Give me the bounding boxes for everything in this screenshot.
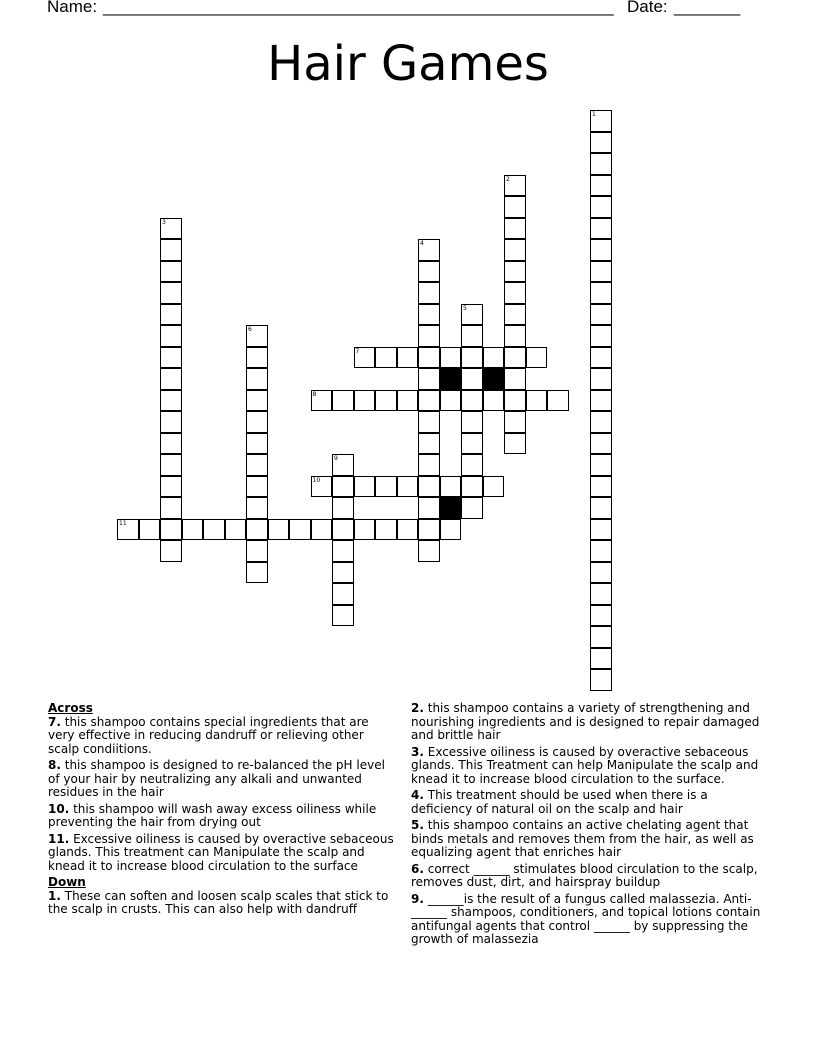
- clue-item: [48, 890, 398, 917]
- crossword-cell[interactable]: [225, 519, 247, 541]
- crossword-cell[interactable]: [160, 239, 182, 261]
- clue-item: [48, 803, 398, 830]
- crossword-cell[interactable]: [332, 519, 354, 541]
- cell-number: 11: [119, 519, 127, 527]
- crossword-cell[interactable]: [246, 411, 268, 433]
- crossword-cell[interactable]: [590, 261, 612, 283]
- crossword-cell[interactable]: [160, 325, 182, 347]
- crossword-cell[interactable]: [504, 304, 526, 326]
- crossword-cell[interactable]: [590, 583, 612, 605]
- crossword-cell[interactable]: [418, 347, 440, 369]
- crossword-cell[interactable]: [504, 196, 526, 218]
- crossword-cell[interactable]: [526, 347, 548, 369]
- crossword-cell[interactable]: [160, 433, 182, 455]
- crossword-cell[interactable]: [246, 476, 268, 498]
- crossword-cell[interactable]: [418, 519, 440, 541]
- crossword-cell[interactable]: [160, 454, 182, 476]
- crossword-cell[interactable]: [332, 390, 354, 412]
- clue-item: [48, 759, 398, 800]
- clue-text: Excessive oiliness is caused by overactive sebaceous glands. This treatment can Manipulate the scalp and knead it to increase blood circulation to the surface: [48, 831, 394, 873]
- clue-text: This treatment should be used when there is a deficiency of natural oil on the scalp and hair: [411, 788, 708, 816]
- crossword-cell[interactable]: [397, 390, 419, 412]
- across-heading: Across: [48, 701, 93, 715]
- crossword-cell[interactable]: [590, 519, 612, 541]
- clue-text: Excessive oiliness is caused by overactive sebaceous glands. This Treatment can help Manipulate the scalp and knead it to increase blood circulation to the surface.: [411, 744, 759, 786]
- black-square: [483, 368, 505, 390]
- crossword-cell[interactable]: [440, 390, 462, 412]
- crossword-cell[interactable]: [590, 239, 612, 261]
- cell-number: 6: [248, 326, 252, 333]
- crossword-cell[interactable]: [311, 390, 333, 412]
- crossword-cell[interactable]: [332, 476, 354, 498]
- crossword-cell[interactable]: [160, 261, 182, 283]
- cell-number: 10: [312, 476, 321, 484]
- crossword-cell[interactable]: [375, 347, 397, 369]
- crossword-cell[interactable]: [332, 497, 354, 519]
- crossword-cell[interactable]: [590, 218, 612, 240]
- crossword-cell[interactable]: [311, 519, 333, 541]
- clue-text: this shampoo will wash away excess oiliness while preventing the hair from drying out: [48, 801, 377, 829]
- name-label: Name:: [47, 0, 98, 16]
- crossword-cell[interactable]: [397, 347, 419, 369]
- black-square: [440, 368, 462, 390]
- crossword-cell[interactable]: [246, 390, 268, 412]
- black-square: [440, 497, 462, 519]
- crossword-cell[interactable]: [461, 411, 483, 433]
- crossword-cell[interactable]: [418, 497, 440, 519]
- clue-number: 5.: [411, 818, 424, 832]
- crossword-cell[interactable]: [203, 519, 225, 541]
- crossword-cell[interactable]: [354, 519, 376, 541]
- crossword-cell[interactable]: [461, 454, 483, 476]
- crossword-cell[interactable]: [397, 476, 419, 498]
- crossword-cell[interactable]: [504, 239, 526, 261]
- clue-number: 3.: [411, 744, 424, 759]
- crossword-cell[interactable]: [418, 390, 440, 412]
- crossword-cell[interactable]: [332, 454, 354, 476]
- crossword-cell[interactable]: [461, 347, 483, 369]
- crossword-cell[interactable]: [483, 390, 505, 412]
- clue-item: [411, 863, 771, 890]
- crossword-cell[interactable]: [246, 454, 268, 476]
- crossword-cell[interactable]: [160, 218, 182, 240]
- crossword-cell[interactable]: [160, 540, 182, 562]
- date-field[interactable]: _______: [674, 0, 741, 16]
- crossword-cell[interactable]: [418, 433, 440, 455]
- crossword-cell[interactable]: [418, 454, 440, 476]
- cell-number: 7: [355, 347, 360, 355]
- crossword-cell[interactable]: [483, 347, 505, 369]
- crossword-cell[interactable]: [590, 562, 612, 584]
- crossword-cell[interactable]: [160, 282, 182, 304]
- crossword-cell[interactable]: [246, 347, 268, 369]
- crossword-cell[interactable]: [504, 411, 526, 433]
- crossword-cell[interactable]: [246, 368, 268, 390]
- crossword-cell[interactable]: [117, 519, 139, 541]
- crossword-cell[interactable]: [590, 110, 612, 132]
- crossword-cell[interactable]: [440, 347, 462, 369]
- crossword-cell[interactable]: [375, 519, 397, 541]
- clues-right-column: [411, 702, 771, 950]
- crossword-cell[interactable]: [547, 390, 569, 412]
- crossword-cell[interactable]: [246, 497, 268, 519]
- cell-number: 4: [420, 240, 424, 247]
- crossword-cell[interactable]: [332, 605, 354, 627]
- clue-item: [411, 702, 771, 743]
- clue-item: [411, 893, 771, 947]
- crossword-cell[interactable]: [418, 325, 440, 347]
- crossword-cell[interactable]: [418, 239, 440, 261]
- clue-number: 4.: [411, 788, 424, 802]
- crossword-cell[interactable]: [590, 132, 612, 154]
- crossword-cell[interactable]: [504, 325, 526, 347]
- crossword-cell[interactable]: [461, 304, 483, 326]
- crossword-cell[interactable]: [483, 476, 505, 498]
- crossword-cell[interactable]: [268, 519, 290, 541]
- crossword-cell[interactable]: [461, 433, 483, 455]
- crossword-cell[interactable]: [246, 562, 268, 584]
- crossword-cell[interactable]: [332, 583, 354, 605]
- crossword-cell[interactable]: [590, 605, 612, 627]
- crossword-cell[interactable]: [418, 304, 440, 326]
- crossword-cell[interactable]: [590, 476, 612, 498]
- clue-text: this shampoo contains special ingredients that are very effective in reducing dandruff or relieving other scalp condiitions.: [48, 714, 369, 756]
- crossword-cell[interactable]: [418, 476, 440, 498]
- crossword-cell[interactable]: [504, 282, 526, 304]
- clue-number: 11.: [48, 831, 70, 846]
- crossword-cell[interactable]: [354, 347, 376, 369]
- crossword-cell[interactable]: [139, 519, 161, 541]
- clue-number: 10.: [48, 801, 70, 816]
- clue-number: 2.: [411, 701, 424, 715]
- down-clue-list-continued: [411, 702, 771, 947]
- clue-text: this shampoo is designed to re-balanced the pH level of your hair by neutralizing any alkali and unwanted residues in the hair: [48, 758, 385, 799]
- crossword-cell[interactable]: [397, 519, 419, 541]
- clue-item: [48, 716, 398, 757]
- clue-number: 1.: [48, 888, 61, 903]
- crossword-cell[interactable]: [418, 282, 440, 304]
- crossword-cell[interactable]: [526, 390, 548, 412]
- crossword-cell[interactable]: [160, 390, 182, 412]
- crossword-cell[interactable]: [440, 476, 462, 498]
- crossword-cell[interactable]: [590, 497, 612, 519]
- crossword-cell[interactable]: [160, 476, 182, 498]
- crossword-cell[interactable]: [590, 433, 612, 455]
- down-clue-list: [48, 890, 398, 917]
- clue-text: this shampoo contains an active chelating agent that binds metals and removes them from the hair, as well as equalizing agent that enriches hair: [411, 818, 754, 859]
- clue-text: this shampoo contains a variety of strengthening and nourishing ingredients and is designed to repair damaged and brittle hair: [411, 701, 760, 742]
- crossword-cell[interactable]: [246, 433, 268, 455]
- crossword-cell[interactable]: [246, 325, 268, 347]
- crossword-cell[interactable]: [289, 519, 311, 541]
- crossword-cell[interactable]: [311, 476, 333, 498]
- clue-text: These can soften and loosen scalp scales that stick to the scalp in crusts. This can also help with dandruff: [48, 888, 389, 916]
- crossword-cell[interactable]: [590, 411, 612, 433]
- crossword-cell[interactable]: [246, 519, 268, 541]
- crossword-cell[interactable]: [504, 368, 526, 390]
- crossword-cell[interactable]: [504, 175, 526, 197]
- clue-text: ______is the result of a fungus called malassezia. Anti-______ shampoos, conditioners, and topical lotions contain antifungal agents that control ______ by suppressing the growth of malassezia: [411, 891, 761, 946]
- crossword-cell[interactable]: [590, 325, 612, 347]
- crossword-cell[interactable]: [461, 497, 483, 519]
- crossword-cell[interactable]: [160, 519, 182, 541]
- clue-text: correct ______ stimulates blood circulation to the scalp, removes dust, dirt, and hairspray buildup: [411, 861, 758, 889]
- crossword-cell[interactable]: [504, 218, 526, 240]
- crossword-cell[interactable]: [160, 411, 182, 433]
- crossword-cell[interactable]: [590, 153, 612, 175]
- cell-number: 1: [592, 111, 596, 118]
- cell-number: 3: [162, 218, 166, 226]
- crossword-cell[interactable]: [246, 540, 268, 562]
- crossword-cell[interactable]: [418, 261, 440, 283]
- clue-number: 7.: [48, 714, 61, 729]
- crossword-cell[interactable]: [160, 368, 182, 390]
- crossword-cell[interactable]: [418, 368, 440, 390]
- crossword-cell[interactable]: [590, 196, 612, 218]
- page-title: Hair Games: [267, 36, 549, 92]
- clue-number: 6.: [411, 861, 424, 876]
- crossword-cell[interactable]: [590, 175, 612, 197]
- crossword-cell[interactable]: [504, 390, 526, 412]
- crossword-cell[interactable]: [590, 669, 612, 691]
- crossword-cell[interactable]: [590, 347, 612, 369]
- crossword-cell[interactable]: [590, 304, 612, 326]
- cell-number: 2: [506, 175, 510, 183]
- crossword-cell[interactable]: [160, 347, 182, 369]
- crossword-cell[interactable]: [354, 476, 376, 498]
- crossword-cell[interactable]: [590, 390, 612, 412]
- crossword-cell[interactable]: [590, 626, 612, 648]
- clue-number: 8.: [48, 758, 61, 772]
- clue-item: [48, 833, 398, 874]
- crossword-cell[interactable]: [590, 540, 612, 562]
- crossword-cell[interactable]: [375, 476, 397, 498]
- crossword-cell[interactable]: [354, 390, 376, 412]
- cell-number: 5: [463, 304, 467, 312]
- clue-item: [411, 819, 771, 860]
- crossword-cell[interactable]: [375, 390, 397, 412]
- crossword-cell[interactable]: [332, 562, 354, 584]
- date-label: Date:: [627, 0, 668, 16]
- name-field[interactable]: ______________________________________________________: [103, 0, 614, 16]
- crossword-cell[interactable]: [332, 540, 354, 562]
- crossword-cell[interactable]: [182, 519, 204, 541]
- cell-number: 8: [312, 390, 317, 398]
- down-heading: Down: [48, 875, 86, 889]
- crossword-cell[interactable]: [461, 476, 483, 498]
- crossword-cell[interactable]: [418, 540, 440, 562]
- across-clue-list: [48, 716, 398, 874]
- crossword-cell[interactable]: [504, 433, 526, 455]
- crossword-cell[interactable]: [504, 347, 526, 369]
- crossword-cell[interactable]: [590, 282, 612, 304]
- crossword-cell[interactable]: [461, 325, 483, 347]
- crossword-cell[interactable]: [160, 304, 182, 326]
- crossword-cell[interactable]: [590, 454, 612, 476]
- clue-item: [411, 746, 771, 787]
- crossword-cell[interactable]: [590, 368, 612, 390]
- cell-number: 9: [334, 455, 338, 462]
- clue-number: 9.: [411, 891, 424, 906]
- clues-left-column: [48, 702, 398, 920]
- crossword-cell[interactable]: [590, 648, 612, 670]
- crossword-cell[interactable]: [440, 519, 462, 541]
- crossword-cell[interactable]: [461, 390, 483, 412]
- crossword-cell[interactable]: [504, 261, 526, 283]
- crossword-cell[interactable]: [461, 368, 483, 390]
- crossword-cell[interactable]: [160, 497, 182, 519]
- clue-item: [411, 789, 771, 816]
- crossword-cell[interactable]: [418, 411, 440, 433]
